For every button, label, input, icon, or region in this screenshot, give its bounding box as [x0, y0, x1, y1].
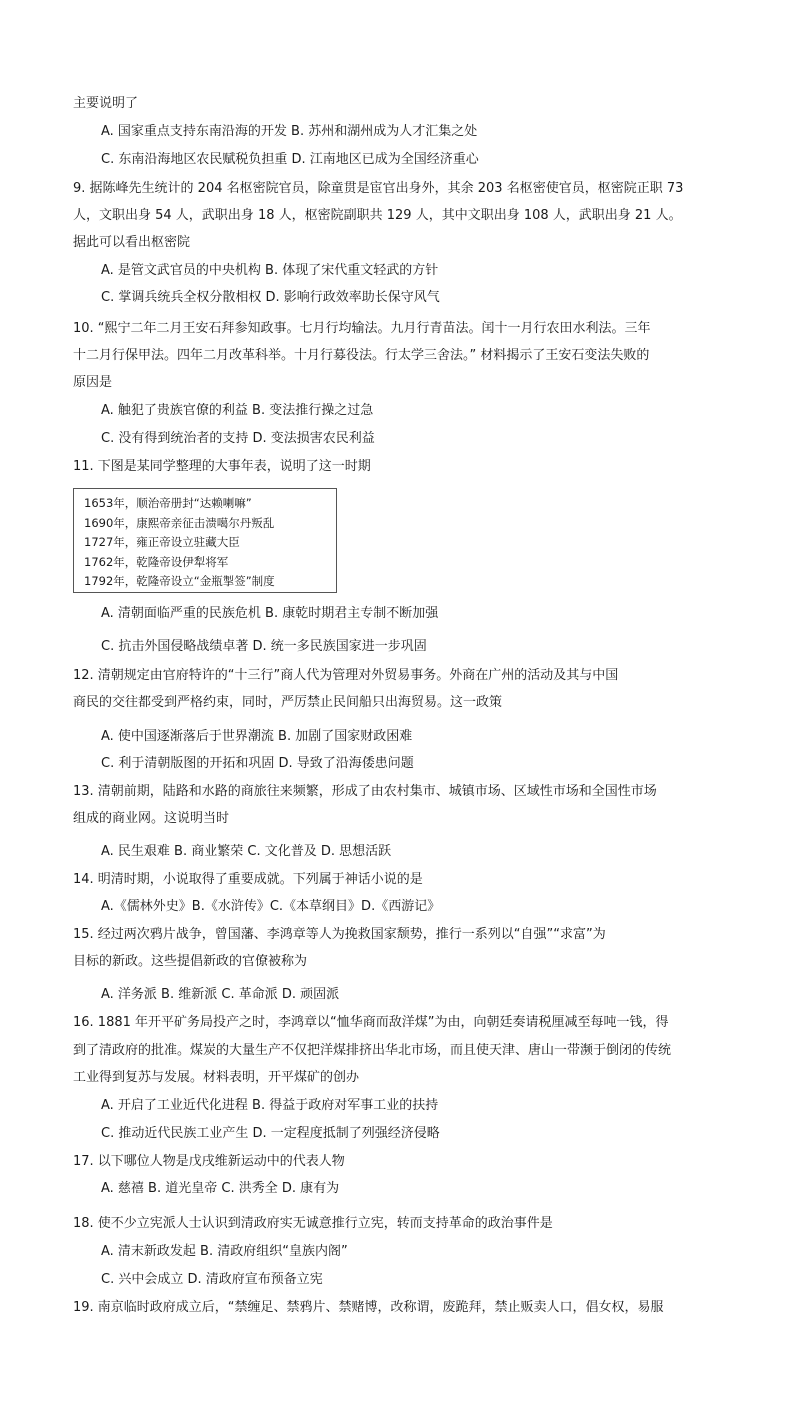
q14-options: A.《儒林外史》B.《水浒传》C.《本草纲目》D.《西游记》 — [101, 899, 441, 914]
q9-options-ab: A. 是管文武官员的中央机构 B. 体现了宋代重文轻武的方针 — [101, 263, 439, 278]
q16-options-ab: A. 开启了工业近代化进程 B. 得益于政府对军事工业的扶持 — [101, 1098, 439, 1113]
q8-options-cd: C. 东南沿海地区农民赋税负担重 D. 江南地区已成为全国经济重心 — [101, 152, 479, 167]
q18-options-cd: C. 兴中会成立 D. 清政府宣布预备立宪 — [101, 1272, 323, 1287]
q16-stem-line3: 工业得到复苏与发展。材料表明，开平煤矿的创办 — [73, 1070, 360, 1085]
q11-stem-line1: 11. 下图是某同学整理的大事年表，说明了这一时期 — [73, 459, 371, 474]
q10-stem-line3: 原因是 — [73, 375, 113, 390]
timeline-entry: 1727年，雍正帝设立驻藏大臣 — [84, 535, 240, 549]
q16-stem-line2: 到了清政府的批准。煤炭的大量生产不仅把洋煤排挤出华北市场，而且使天津、唐山一带濒于倒闭的传统 — [73, 1043, 672, 1058]
q12-stem-line1: 12. 清朝规定由官府特许的“十三行”商人代为管理对外贸易事务。外商在广州的活动及其与中国 — [73, 668, 619, 683]
q17-stem-line1: 17. 以下哪位人物是戊戌维新运动中的代表人物 — [73, 1154, 345, 1169]
q12-options-cd: C. 利于清朝版图的开拓和巩固 D. 导致了沿海倭患问题 — [101, 756, 414, 771]
q12-options-ab: A. 使中国逐渐落后于世界潮流 B. 加剧了国家财政困难 — [101, 729, 413, 744]
q9-options-cd: C. 掌调兵统兵全权分散相权 D. 影响行政效率助长保守风气 — [101, 290, 440, 305]
q9-stem-line2: 人，文职出身 54 人，武职出身 18 人，枢密院副职共 129 人，其中文职出身 108 人，武职出身 21 人。 — [73, 208, 682, 223]
q9-stem-line3: 据此可以看出枢密院 — [73, 235, 191, 250]
q13-stem-line1: 13. 清朝前期，陆路和水路的商旅往来频繁，形成了由农村集市、城镇市场、区域性市场和全国性市场 — [73, 784, 657, 799]
q19-stem-line1: 19. 南京临时政府成立后，“禁缠足、禁鸦片、禁赌博，改称谓，废跪拜，禁止贩卖人口，倡女权，易服 — [73, 1300, 664, 1315]
q11-options-ab: A. 清朝面临严重的民族危机 B. 康乾时期君主专制不断加强 — [101, 606, 439, 621]
q13-stem-line2: 组成的商业网。这说明当时 — [73, 811, 230, 826]
q16-stem-line1: 16. 1881 年开平矿务局投产之时，李鸿章以“恤华商而敌洋煤”为由，向朝廷奏请税厘减至每吨一钱，得 — [73, 1015, 669, 1030]
q10-stem-line2: 十二月行保甲法。四年二月改革科举。十月行募役法。行太学三舍法。” 材料揭示了王安石变法失败的 — [73, 348, 650, 363]
q13-options: A. 民生艰难 B. 商业繁荣 C. 文化普及 D. 思想活跃 — [101, 844, 392, 859]
q15-stem-line1: 15. 经过两次鸦片战争，曾国藩、李鸿章等人为挽救国家颓势，推行一系列以“自强”“求富”为 — [73, 927, 606, 942]
q8-options-ab: A. 国家重点支持东南沿海的开发 B. 苏州和湖州成为人才汇集之处 — [101, 124, 478, 139]
q10-options-ab: A. 触犯了贵族官僚的利益 B. 变法推行操之过急 — [101, 403, 374, 418]
q10-options-cd: C. 没有得到统治者的支持 D. 变法损害农民利益 — [101, 431, 375, 446]
q9-stem-line1: 9. 据陈峰先生统计的 204 名枢密院官员，除童贯是宦官出身外，其余 203 名枢密使官员，枢密院正职 73 — [73, 181, 684, 196]
q8-stem-tail: 主要说明了 — [73, 96, 139, 111]
q10-stem-line1: 10. “熙宁二年二月王安石拜参知政事。七月行均输法。九月行青苗法。闰十一月行农田水利法。三年 — [73, 321, 651, 336]
q12-stem-line2: 商民的交往都受到严格约束，同时，严厉禁止民间船只出海贸易。这一政策 — [73, 695, 503, 710]
q16-options-cd: C. 推动近代民族工业产生 D. 一定程度抵制了列强经济侵略 — [101, 1126, 440, 1141]
timeline-entry: 1762年，乾隆帝设伊犁将军 — [84, 554, 229, 569]
q11-timeline-table — [73, 488, 337, 593]
q18-stem-line1: 18. 使不少立宪派人士认识到清政府实无诚意推行立宪，转而支持革命的政治事件是 — [73, 1216, 553, 1231]
q15-options: A. 洋务派 B. 维新派 C. 革命派 D. 顽固派 — [101, 987, 340, 1002]
q11-options-cd: C. 抗击外国侵略战绩卓著 D. 统一多民族国家进一步巩固 — [101, 639, 427, 654]
timeline-entry: 1792年，乾隆帝设立“金瓶掣签”制度 — [84, 574, 275, 588]
q18-options-ab: A. 清末新政发起 B. 清政府组织“皇族内阁” — [101, 1244, 348, 1259]
timeline-entry: 1690年，康熙帝亲征击溃噶尔丹叛乱 — [84, 515, 275, 530]
q15-stem-line2: 目标的新政。这些提倡新政的官僚被称为 — [73, 954, 308, 969]
timeline-entry: 1653年，顺治帝册封“达赖喇嘛” — [84, 496, 252, 510]
q17-options: A. 慈禧 B. 道光皇帝 C. 洪秀全 D. 康有为 — [101, 1181, 340, 1196]
q14-stem-line1: 14. 明清时期，小说取得了重要成就。下列属于神话小说的是 — [73, 872, 423, 887]
